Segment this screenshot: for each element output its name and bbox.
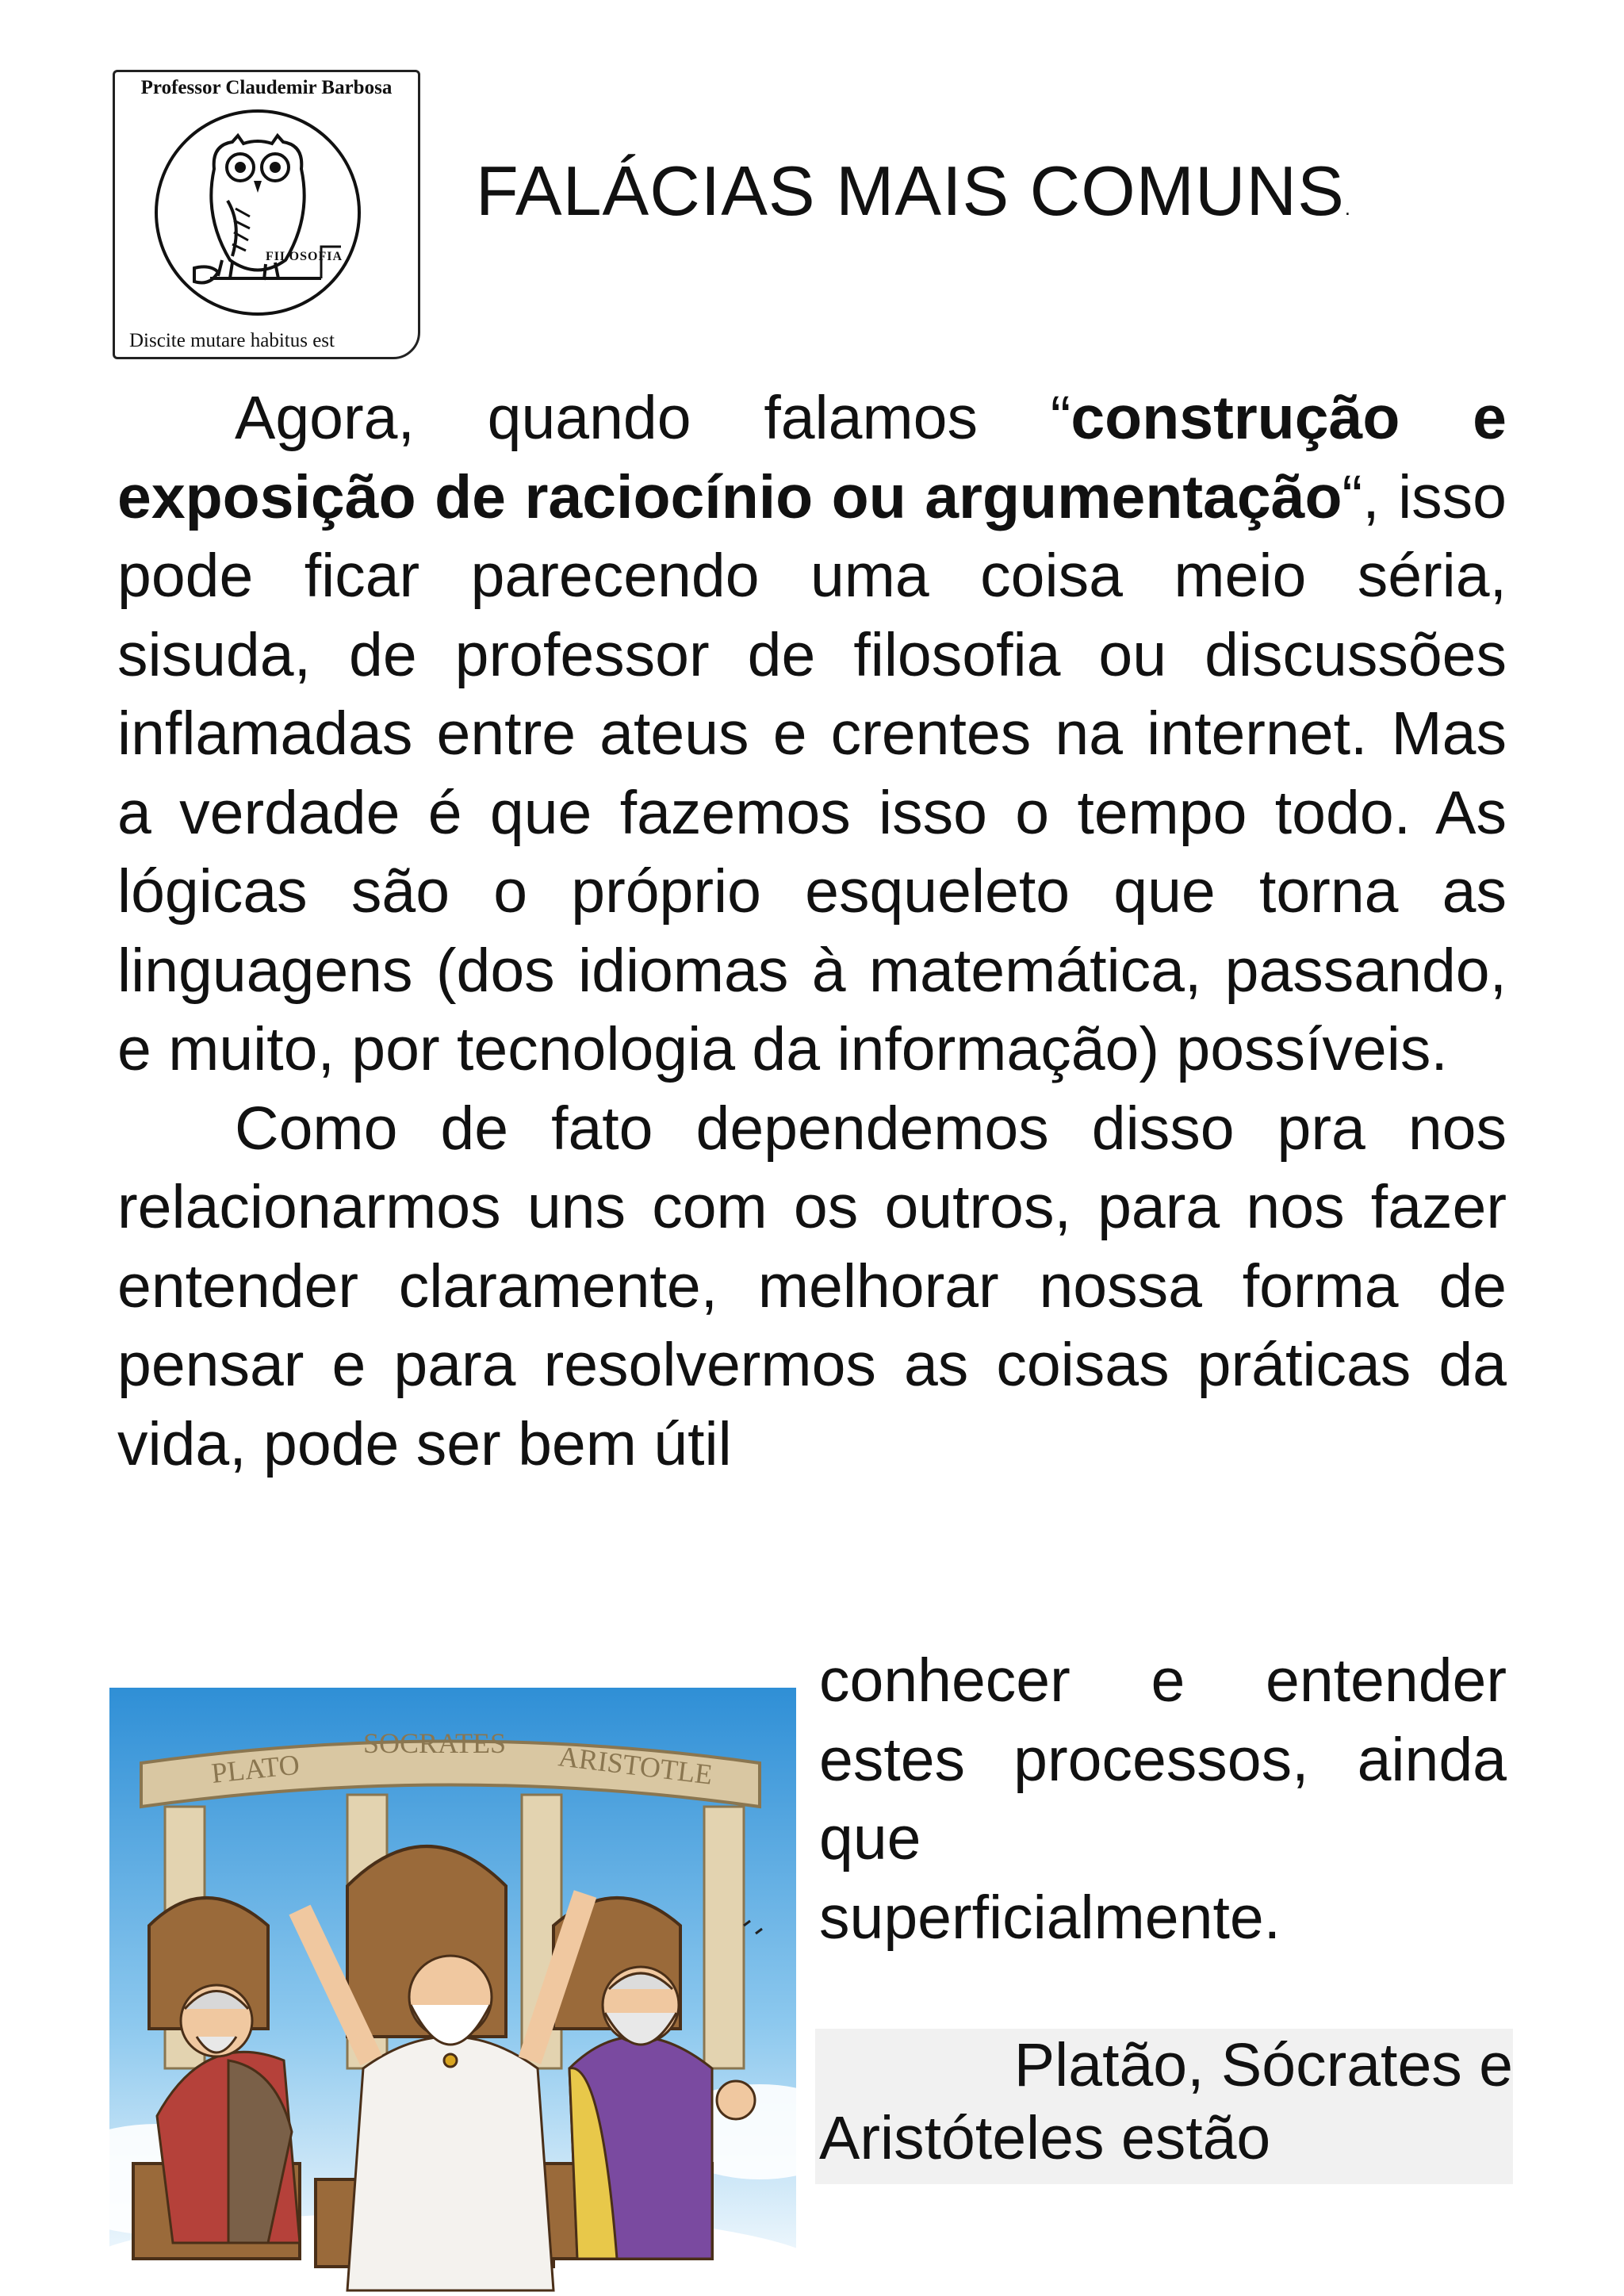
body-text: [117, 379, 1507, 1484]
label-aristotle: ARISTOTLE: [557, 1740, 714, 1791]
paragraph-1-intro: Agora, quando falamos “: [235, 384, 1071, 452]
logo-bottom-text: Discite mutare habitus est: [129, 330, 335, 351]
image-caption: [815, 2029, 1513, 2184]
label-socrates: SOCRATES: [363, 1727, 507, 1759]
logo-badge-text: FILOSOFIA: [266, 250, 343, 263]
paragraph-1-bold: construção e exposição de raciocínio ou argumentação: [117, 384, 1507, 531]
philosophers-illustration: [109, 1688, 796, 2296]
caption-line-1: Platão, Sócrates e: [1013, 2031, 1513, 2099]
paragraph-1-rest: “, isso pode ficar parecendo uma coisa meio séria, sisuda, de professor de filosofia ou discussões inflamadas entre ateus e crentes na internet. Mas a verdade é que fazemos isso o tempo todo. As lógicas são o próprio esqueleto que torna as linguagens (dos idiomas à matemática, passando, e muito, por tecnologia da informação) possíveis.: [117, 462, 1507, 1083]
paragraph-1: [117, 379, 1507, 1090]
paragraph-2-side: conhecer e entender estes processos, ainda que: [819, 1646, 1507, 1872]
owl-icon: [139, 105, 377, 320]
paragraph-2-continuation: [819, 1642, 1507, 1957]
logo-top-text: Professor Claudemir Barbosa: [140, 77, 393, 98]
label-plato: PLATO: [209, 1748, 301, 1789]
page-title: [476, 151, 1351, 232]
page-title-text: FALÁCIAS MAIS COMUNS: [476, 151, 1345, 230]
philosophy-logo: [113, 70, 420, 359]
caption-line-2-row: [819, 2102, 1513, 2175]
paragraph-2: Como de fato dependemos disso pra nos relacionarmos uns com os outros, para nos fazer entender claramente, melhorar nossa forma de pensar e para resolvermos as coisas práticas da vida, pode ser bem útil: [117, 1094, 1507, 1478]
page-title-suffix: .: [1344, 196, 1351, 220]
paragraph-2-side-last: superficialmente.: [819, 1883, 1281, 1952]
caption-line-2: Aristóteles estão: [819, 2104, 1271, 2172]
